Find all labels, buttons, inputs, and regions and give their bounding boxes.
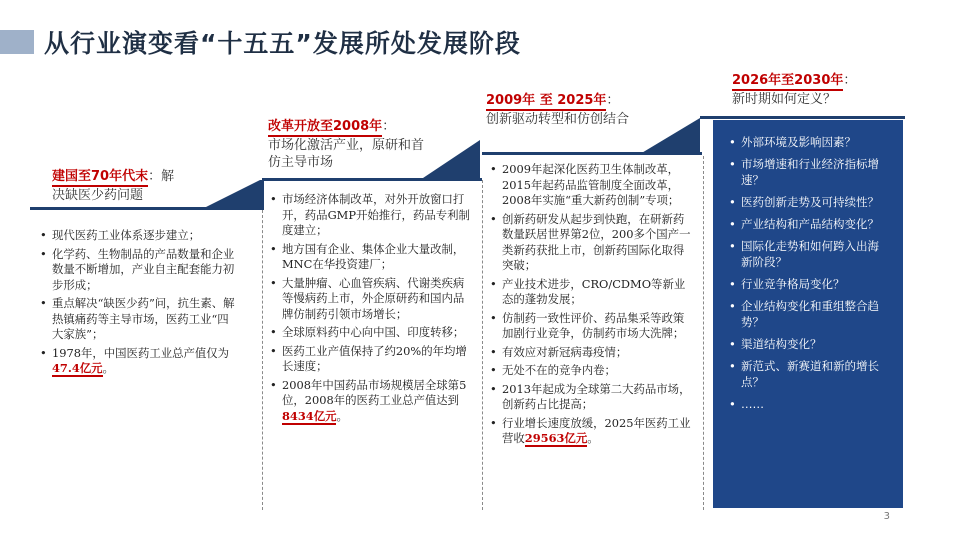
era-1-title-rest: ：解 [148,169,175,184]
era-3-heading [486,92,636,128]
stair-line-4 [700,116,905,119]
era-2-title-rest: ： [382,119,396,134]
list-item: • 新范式、新赛道和新的增长点？ [729,358,889,390]
list-item: • 渠道结构变化？ [729,336,889,352]
list-item-text: 行业增长速度放缓，2025年医药工业营收 [502,415,691,445]
stair-step-3 [640,118,700,154]
list-item: • 无处不在的竞争内卷； [490,363,695,379]
stair-line-1 [30,207,262,210]
list-item-text: 1978年，中国医药工业总产值仅为 [52,345,230,360]
list-item: • 化学药、生物制品的产品数量和企业数量不断增加，产业自主配套能力初步形成； [40,247,235,294]
list-item: • 仿制药一致性评价、药品集采等政策加剧行业竞争，仿制药市场大洗牌； [490,311,695,342]
stair-line-3 [482,152,702,155]
list-item: • 市场增速和行业经济指标增速？ [729,156,889,188]
list-item [270,378,472,425]
value-highlight: 8434亿元 [282,408,337,423]
list-item: • 创新药研发从起步到快跑，在研新药数量跃居世界第2位，200多个国产一类新药获批上市，创新药国际化取得突破； [490,212,695,274]
era-1-heading [52,168,202,204]
era-2-heading [268,118,428,171]
list-item: • 医药工业产值保持了约20%的年均增长速度； [270,344,472,375]
page-title: 从行业演变看“十五五”发展所处发展阶段 [44,29,521,58]
list-item-suffix: 。 [336,408,348,423]
era-1-list [40,228,235,380]
era-2-list [270,192,472,427]
column-divider [262,210,263,510]
title-accent-bar [0,30,34,54]
list-item [40,346,235,377]
era-3-list [490,162,695,450]
list-item: • 2009年起深化医药卫生体制改革，2015年起药品监管制度全面改革，2008年实施“重大新药创制”专项； [490,162,695,209]
list-item: • 现代医药工业体系逐步建立； [40,228,235,244]
era-4-title-rest: ： [843,73,857,88]
list-item: • 重点解决“缺医少药”问，抗生素、解热镇痛药等主导市场，医药工业“四大家族”； [40,296,235,343]
era-2-desc: 市场化激活产业，原研和首仿主导市场 [268,138,425,170]
stair-step-2b [420,140,480,180]
future-questions-box [713,120,903,508]
list-item: • 国际化走势和如何跨入出海新阶段？ [729,238,889,270]
list-item: • 行业竞争格局变化？ [729,276,889,292]
era-3-title-rest: ： [606,93,620,108]
era-4-desc: 新时期如何定义？ [732,92,837,107]
list-item: • 医药创新走势及可持续性？ [729,194,889,210]
list-item: • 有效应对新冠病毒疫情； [490,345,695,361]
list-item: • 外部环境及影响因素？ [729,134,889,150]
list-item: • …… [729,396,889,412]
list-item-text: 2008年中国药品市场规模居全球第5位，2008年的医药工业总产值达到 [282,377,467,407]
era-4-heading [732,72,902,108]
column-divider [703,156,704,510]
list-item-suffix: 。 [587,431,599,445]
era-1-desc: 决缺医少药问题 [52,188,144,203]
era-4-title: 2026年至2030年 [732,72,843,91]
list-item [490,416,695,447]
era-1-title: 建国至70年代末 [52,168,148,187]
list-item: • 企业结构变化和重组整合趋势？ [729,298,889,330]
era-3-title: 2009年 至 2025年 [486,92,606,111]
page-number: 3 [883,511,890,522]
list-item-suffix: 。 [102,361,114,375]
list-item: • 市场经济体制改革，对外开放窗口打开，药品GMP开始推行，药品专利制度建立； [270,192,472,239]
stair-step-1 [200,180,260,210]
list-item: • 产业结构和产品结构变化？ [729,216,889,232]
stair-step-2 [260,180,264,210]
era-3-desc: 创新驱动转型和仿创结合 [486,112,630,127]
era-2-title: 改革开放至2008年 [268,118,382,137]
value-highlight: 29563亿元 [524,431,588,445]
list-item: • 2013年起成为全球第二大药品市场，创新药占比提高； [490,382,695,413]
list-item: • 地方国有企业、集体企业大量改制，MNC在华投资建厂； [270,242,472,273]
value-highlight: 47.4亿元 [52,361,103,375]
list-item: • 大量肿瘤、心血管疾病、代谢类疾病等慢病药上市，外企原研药和国内品牌仿制药引领市场增长； [270,276,472,323]
list-item: • 产业技术进步，CRO/CDMO等新业态的蓬勃发展； [490,277,695,308]
list-item: • 全球原料药中心向中国、印度转移； [270,325,472,341]
column-divider [482,180,483,510]
stair-line-2 [262,178,482,181]
